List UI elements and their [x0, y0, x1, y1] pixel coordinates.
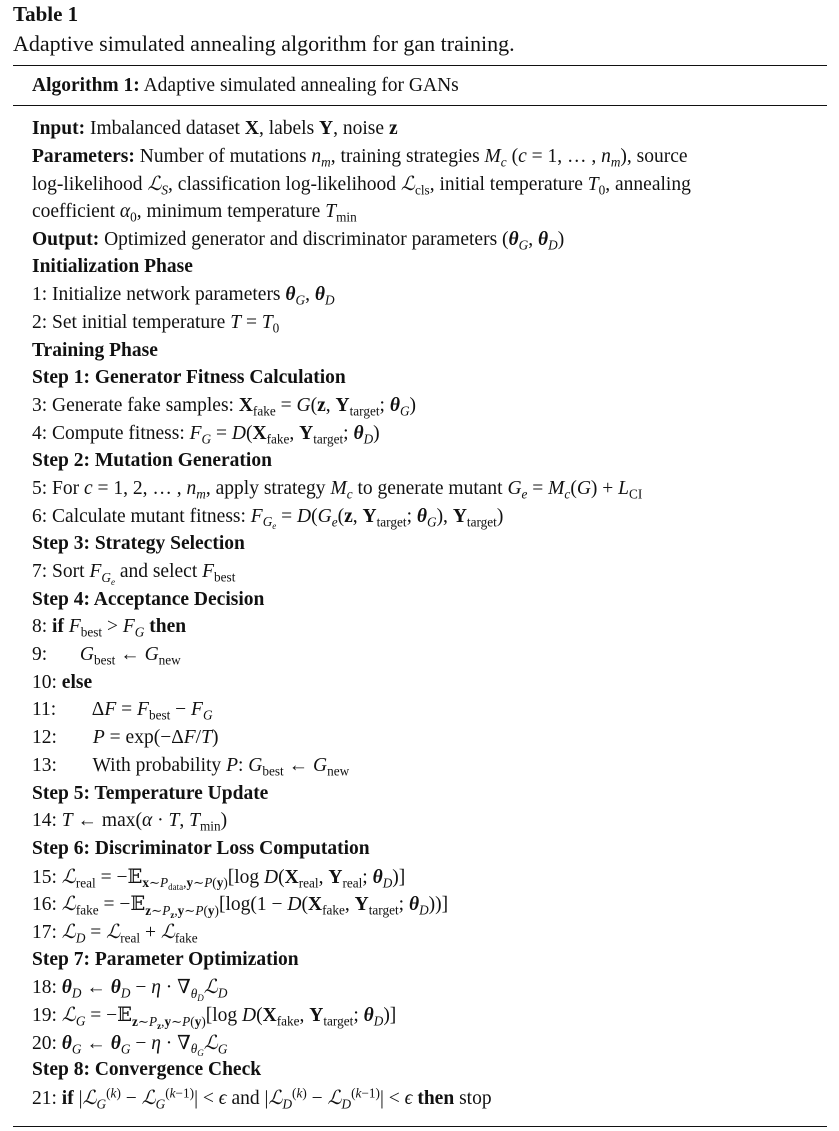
line-13: 13: With probability P: $G_{best}$ ← $G_{new}$ — [32, 754, 350, 779]
step-7-heading: Step 7: Parameter Optimization — [32, 948, 299, 970]
line-19-num: 19: — [32, 1005, 57, 1026]
header-rule — [13, 105, 827, 106]
line-20-num: 20: — [32, 1032, 57, 1054]
output-label: Output: — [32, 228, 100, 250]
if-keyword: if — [52, 616, 64, 638]
algorithm-body — [32, 115, 832, 1112]
if-keyword-21: if — [61, 1088, 74, 1110]
params-text-coef: coefficient — [32, 201, 116, 223]
line-21: 21: if |ℒ$_G^{(k)}$ − ℒ$_G^{(k-1)}$| < ϵ and |ℒ$_D^{(k)}$ − ℒ$_D^{(k-1)}$| < ϵ then stop — [32, 1085, 492, 1112]
line-9-num: 9: — [32, 644, 48, 666]
line-15-num: 15: — [32, 866, 57, 888]
line-12: 12: P = exp(−ΔF/T) — [32, 727, 219, 749]
table-caption: Adaptive simulated annealing algorithm for gan training. — [13, 31, 515, 56]
init-phase-heading: Initialization Phase — [32, 256, 193, 278]
line-5-text: 5: For — [32, 477, 80, 499]
output-line: Output: Optimized generator and discriminator parameters ($\theta_G$, $\theta_D$) — [32, 228, 565, 253]
line-7: 7: Sort $F_{G_e}$ and select $F_{best}$ — [32, 561, 236, 587]
line-10-num: 10: — [32, 671, 57, 693]
line-18-num: 18: — [32, 977, 57, 999]
line-10 — [32, 669, 832, 697]
line-21-num: 21: — [32, 1088, 57, 1110]
line-6: 6: Calculate mutant fitness: $F_{G_e} = D(G_e(z$, $Y_{target}$; $\theta_G$), $Y_{target}$) — [32, 505, 504, 532]
params-text-cls: classification log-likelihood — [177, 174, 397, 196]
parameters-line-3: coefficient $\alpha_0$, minimum temperature $T_{min}$ — [32, 201, 357, 225]
line-11: 11: $\Delta F = F_{best} - F_G$ — [32, 699, 213, 724]
line-17: 17: ℒ$_D$ = ℒ$_{real}$ + ℒ$_{fake}$ — [32, 919, 198, 946]
line-16-num: 16: — [32, 894, 57, 916]
algorithm-title — [32, 73, 459, 99]
parameters-label: Parameters: — [32, 145, 135, 167]
else-keyword: else — [61, 671, 93, 693]
input-text-noise: noise — [342, 118, 385, 139]
bottom-rule — [13, 1126, 827, 1127]
line-11-num: 11: — [32, 699, 57, 721]
algorithm-name: Adaptive simulated annealing for GANs — [143, 75, 459, 96]
line-19: 19: ℒ$_G$ = −𝔼$_{z\sim P_z,y\sim P(y)}$[log $D(X_{fake}$, $Y_{target}$; $\theta_D$)] — [32, 1003, 397, 1031]
line-1: 1: Initialize network parameters $\theta_G$, $\theta_D$ — [32, 284, 335, 308]
line-1-text: 1: Initialize network parameters — [32, 284, 281, 306]
step-2-heading: Step 2: Mutation Generation — [32, 450, 272, 472]
stop-word: stop — [459, 1088, 492, 1110]
line-4: 4: Compute fitness: $F_G = D(X_{fake}$, $Y_{target}$; $\theta_D$) — [32, 422, 380, 447]
line-12-num: 12: — [32, 727, 57, 749]
line-15: 15: ℒ$_{real}$ = −𝔼$_{x\sim P_{data},y\sim P(y)}$[log $D(X_{real}$, $Y_{real}$; $\theta_D$)] — [32, 864, 406, 893]
params-text-source: source — [636, 145, 688, 167]
input-line: Input: Imbalanced dataset X, labels Y, noise z — [32, 118, 398, 139]
line-7-text: 7: Sort — [32, 561, 85, 582]
params-text-loglik: log-likelihood — [32, 174, 143, 196]
line-13-text: With probability — [92, 754, 222, 776]
algorithm-label: Algorithm 1: — [32, 75, 140, 96]
line-13-num: 13: — [32, 754, 57, 776]
line-4-text: 4: Compute fitness: — [32, 422, 185, 444]
and-word: and — [231, 1088, 260, 1110]
params-text-strategies: training strategies — [340, 145, 480, 167]
params-text-temp: initial temperature — [439, 174, 583, 196]
step-8-heading: Step 8: Convergence Check — [32, 1059, 262, 1081]
line-5: 5: For c = 1, 2, … , $n_m$, apply strategy $M_c$ to generate mutant $G_e = M_c(G) + L_{CI}$ — [32, 477, 643, 502]
line-20: 20: $\theta_G$ ← $\theta_G - \eta$ · $\nabla_{\theta_G}ℒ_G$ — [32, 1030, 228, 1059]
line-2: 2: Set initial temperature $T = T_0$ — [32, 311, 280, 336]
input-text-labels: labels — [268, 118, 315, 139]
line-3-text: 3: Generate fake samples: — [32, 394, 234, 416]
step-4-heading: Step 4: Acceptance Decision — [32, 588, 265, 610]
params-text: Number of mutations — [139, 145, 307, 167]
line-5-generate: to generate mutant — [357, 477, 503, 499]
params-text-mintemp: minimum temperature — [146, 201, 321, 223]
line-9: 9: $G_{best}$ ← $G_{new}$ — [32, 644, 181, 668]
table-label: Table 1 — [13, 2, 79, 26]
line-8-num: 8: — [32, 616, 48, 638]
parameters-line-2: log-likelihood ℒ$_S$, classification log-likelihood ℒ$_{cls}$, initial temperature $T_0$, annealing — [32, 172, 691, 199]
line-14-num: 14: — [32, 810, 57, 832]
line-3: 3: Generate fake samples: $X_{fake} = G(z$, $Y_{target}$; $\theta_G$) — [32, 394, 417, 419]
line-18: 18: $\theta_D$ ← $\theta_D - \eta$ · $\nabla_{\theta_D}ℒ_D$ — [32, 975, 228, 1004]
line-8: 8: if $F_{best} > F_G$ then — [32, 616, 187, 641]
then-keyword: then — [149, 616, 187, 638]
step-6-heading: Step 6: Discriminator Loss Computation — [32, 837, 370, 859]
step-1-heading: Step 1: Generator Fitness Calculation — [32, 367, 346, 389]
input-text: Imbalanced dataset — [90, 118, 240, 139]
line-6-text: 6: Calculate mutant fitness: — [32, 505, 246, 527]
parameters-line: Parameters: Number of mutations $n_m$, training strategies $M_c$ (c = 1, … , $n_m$), source — [32, 145, 688, 170]
input-label: Input: — [32, 118, 86, 139]
line-7-select: and select — [119, 561, 198, 582]
train-phase-heading: Training Phase — [32, 339, 158, 361]
line-5-apply: apply strategy — [215, 477, 326, 499]
line-14: 14: T ← max(α · T, $T_{min}$) — [32, 810, 228, 834]
line-17-num: 17: — [32, 921, 57, 943]
line-16: 16: ℒ$_{fake}$ = −𝔼$_{z\sim P_z,y\sim P(y)}$[log(1 − $D(X_{fake}$, $Y_{target}$; $\theta_D$))] — [32, 892, 449, 921]
top-rule — [13, 65, 827, 66]
line-2-text: 2: Set initial temperature — [32, 311, 226, 333]
params-text-annealing: annealing — [615, 174, 691, 196]
then-keyword-21: then — [417, 1088, 455, 1110]
step-3-heading: Step 3: Strategy Selection — [32, 533, 245, 555]
output-text: Optimized generator and discriminator parameters — [104, 228, 498, 250]
step-5-heading: Step 5: Temperature Update — [32, 782, 269, 804]
